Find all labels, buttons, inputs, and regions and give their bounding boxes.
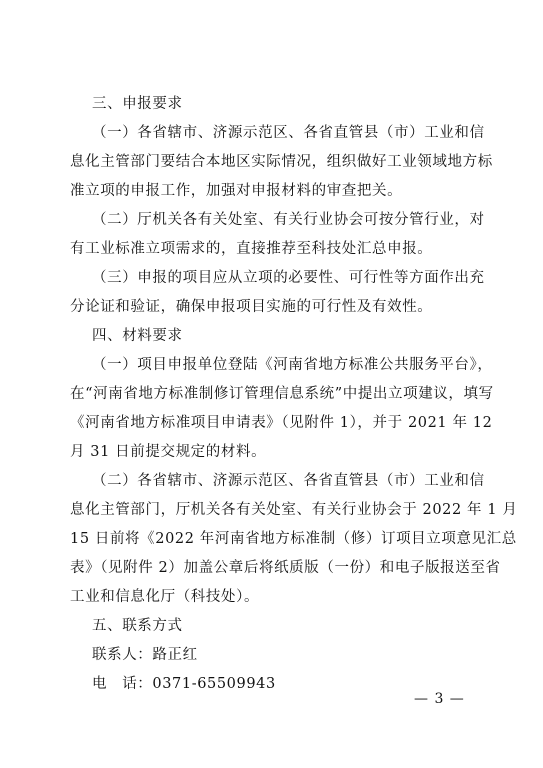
paragraph-line: 15 日前将《2022 年河南省地方标准制（修）订项目立项意见汇总 xyxy=(70,531,517,547)
paragraph-line: （二）各省辖市、济源示范区、各省直管县（市）工业和信 xyxy=(92,473,485,489)
paragraph-line: （一）项目申报单位登陆《河南省地方标准公共服务平台》， xyxy=(92,357,493,373)
section-heading-contact: 五、联系方式 xyxy=(92,618,183,634)
contact-phone: 电 话：0371-65509943 xyxy=(92,676,276,692)
paragraph-line: 月 31 日前提交规定的材料。 xyxy=(70,444,267,460)
paragraph-line: （二）厅机关各有关处室、有关行业协会可按分管行业，对 xyxy=(92,212,485,228)
paragraph-line: 表》（见附件 2）加盖公章后将纸质版（一份）和电子版报送至省 xyxy=(70,560,501,576)
section-heading-requirements: 三、申报要求 xyxy=(92,96,183,112)
paragraph-line: （一）各省辖市、济源示范区、各省直管县（市）工业和信 xyxy=(92,125,485,141)
paragraph-line: 分论证和验证，确保申报项目实施的可行性及有效性。 xyxy=(70,299,433,315)
paragraph-line: 息化主管部门，厅机关各有关处室、有关行业协会于 2022 年 1 月 xyxy=(70,502,518,518)
paragraph-line: 有工业标准立项需求的，直接推荐至科技处汇总申报。 xyxy=(70,241,433,257)
paragraph-line: 在“河南省地方标准制修订管理信息系统”中提出立项建议，填写 xyxy=(70,386,494,402)
section-heading-materials: 四、材料要求 xyxy=(92,328,183,344)
paragraph-line: 工业和信息化厅（科技处）。 xyxy=(70,589,260,605)
paragraph-line: 准立项的申报工作，加强对申报材料的审查把关。 xyxy=(70,183,403,199)
contact-person: 联系人：路正红 xyxy=(92,647,198,663)
page-number: — 3 — xyxy=(414,691,465,707)
paragraph-line: 息化主管部门要结合本地区实际情况，组织做好工业领域地方标 xyxy=(70,154,493,170)
paragraph-line: （三）申报的项目应从立项的必要性、可行性等方面作出充 xyxy=(92,270,485,286)
paragraph-line: 《河南省地方标准项目申请表》（见附件 1），并于 2021 年 12 xyxy=(70,415,493,431)
